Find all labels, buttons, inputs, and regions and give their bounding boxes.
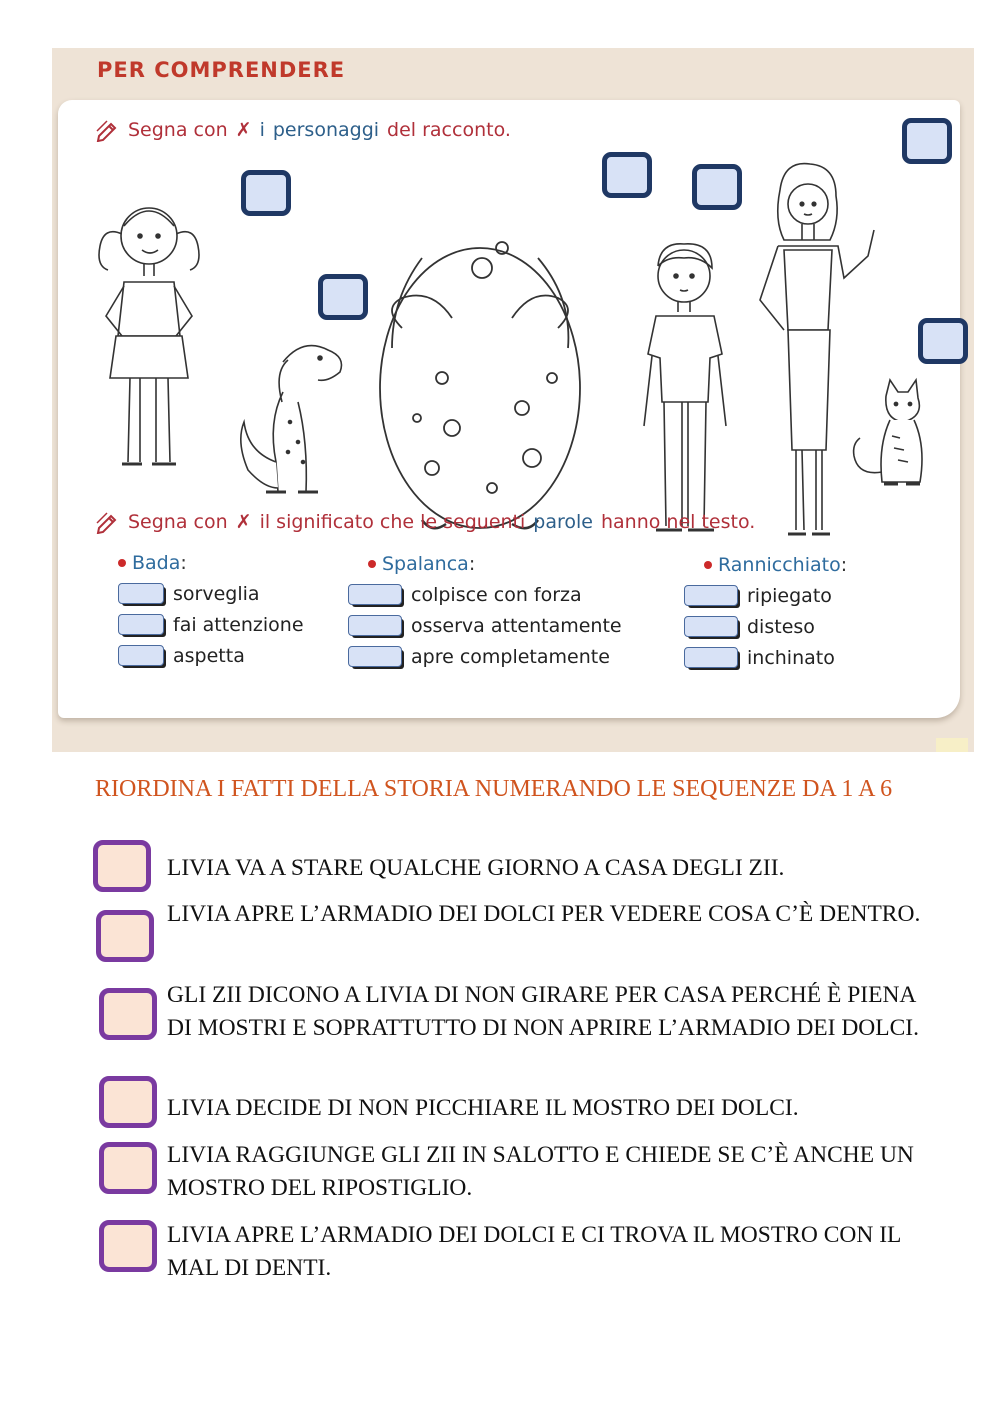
instruction-text: il significato che le seguenti <box>259 511 526 533</box>
option-checkbox[interactable] <box>118 583 164 604</box>
pencil-icon <box>96 510 120 534</box>
instruction-text: Segna con <box>128 511 228 533</box>
option-label: apre completamente <box>411 645 610 668</box>
sequence-text-3: GLI ZII DICONO A LIVIA DI NON GIRARE PER CASA PERCHÉ È PIENA DI MOSTRI E SOPRATTUTTO DI NON APRIRE L’ARMADIO DEI DOLCI. <box>167 982 920 1041</box>
boy-illustration <box>630 226 740 546</box>
option-label: fai attenzione <box>173 613 304 636</box>
word-group-bada <box>118 552 304 671</box>
option-label: aspetta <box>173 644 245 667</box>
instruction-text: Segna con <box>128 119 228 141</box>
option-row <box>118 640 304 671</box>
option-checkbox[interactable] <box>684 585 738 606</box>
sequence-number-box-6[interactable] <box>99 1220 157 1272</box>
sequence-text-1: LIVIA VA A STARE QUALCHE GIORNO A CASA DEGLI ZII. <box>167 855 785 881</box>
word-colon: : <box>468 553 476 575</box>
character-checkbox-woman[interactable] <box>902 118 952 164</box>
option-label: colpisce con forza <box>411 583 582 606</box>
option-label: osserva attentamente <box>411 614 622 637</box>
option-label: ripiegato <box>747 584 832 607</box>
cat-illustration <box>848 376 938 496</box>
word-label: Spalanca <box>382 553 469 575</box>
option-checkbox[interactable] <box>118 645 164 666</box>
sequence-text-4: LIVIA DECIDE DI NON PICCHIARE IL MOSTRO DEI DOLCI. <box>167 1095 799 1121</box>
word-group-spalanca <box>348 553 622 672</box>
word-title <box>368 553 622 575</box>
option-row <box>118 578 304 609</box>
option-checkbox[interactable] <box>684 647 738 668</box>
option-label: disteso <box>747 615 815 638</box>
sequence-number-box-2[interactable] <box>96 910 154 962</box>
girl-illustration <box>94 186 204 486</box>
option-row <box>348 641 622 672</box>
exercise-sheet <box>58 100 960 718</box>
instruction-highlight: personaggi <box>272 119 380 141</box>
option-checkbox[interactable] <box>684 616 738 637</box>
sequence-number-box-1[interactable] <box>93 840 151 892</box>
bullet-dot-icon <box>704 561 712 569</box>
option-row <box>348 579 622 610</box>
bullet-dot-icon <box>118 559 126 567</box>
word-colon: : <box>840 554 848 576</box>
instruction-text: del racconto. <box>387 119 511 141</box>
word-group-rannicchiato <box>684 554 847 673</box>
option-checkbox[interactable] <box>348 646 402 667</box>
word-label: Rannicchiato <box>718 554 841 576</box>
option-row <box>118 609 304 640</box>
option-checkbox[interactable] <box>348 615 402 636</box>
option-checkbox[interactable] <box>348 584 402 605</box>
sequence-number-box-3[interactable] <box>99 988 157 1040</box>
instruction-highlight: parole <box>533 511 593 533</box>
monster-illustration <box>362 208 592 538</box>
sequence-text-2: LIVIA APRE L’ARMADIO DEI DOLCI PER VEDERE COSA C’È DENTRO. <box>167 901 921 927</box>
x-mark-icon: ✗ <box>235 119 252 141</box>
option-label: inchinato <box>747 646 835 669</box>
option-row <box>348 610 622 641</box>
bullet-dot-icon <box>368 560 376 568</box>
option-row <box>684 580 847 611</box>
sequence-text-6: LIVIA APRE L’ARMADIO DEI DOLCI E CI TROVA IL MOSTRO CON IL MAL DI DENTI. <box>167 1222 901 1281</box>
sequence-number-box-5[interactable] <box>99 1142 157 1194</box>
section-title: PER COMPRENDERE <box>97 58 346 82</box>
scan-edge-strip <box>936 738 968 752</box>
option-row <box>684 642 847 673</box>
dog-illustration <box>228 332 348 502</box>
x-mark-icon: ✗ <box>235 511 252 533</box>
sequence-text-5: LIVIA RAGGIUNGE GLI ZII IN SALOTTO E CHIEDE SE C’È ANCHE UN MOSTRO DEL RIPOSTIGLIO. <box>167 1142 914 1201</box>
sequence-number-box-4[interactable] <box>99 1076 157 1128</box>
character-checkbox-monster[interactable] <box>602 152 652 198</box>
word-label: Bada <box>132 552 181 574</box>
character-checkbox-girl[interactable] <box>241 170 291 216</box>
instruction-meaning <box>96 510 755 534</box>
pencil-icon <box>96 118 120 142</box>
character-checkbox-cat[interactable] <box>918 318 968 364</box>
option-label: sorveglia <box>173 582 260 605</box>
character-checkbox-dog[interactable] <box>318 274 368 320</box>
option-row <box>684 611 847 642</box>
instruction-text: i <box>259 119 265 141</box>
instruction-characters <box>96 118 511 142</box>
word-colon: : <box>180 552 187 574</box>
book-page-scan <box>52 48 974 752</box>
ordering-title: RIORDINA I FATTI DELLA STORIA NUMERANDO LE SEQUENZE DA 1 A 6 <box>95 776 893 802</box>
word-title <box>118 552 304 574</box>
word-title <box>704 554 847 576</box>
character-checkbox-boy[interactable] <box>692 164 742 210</box>
instruction-text: hanno nel testo. <box>600 511 756 533</box>
option-checkbox[interactable] <box>118 614 164 635</box>
